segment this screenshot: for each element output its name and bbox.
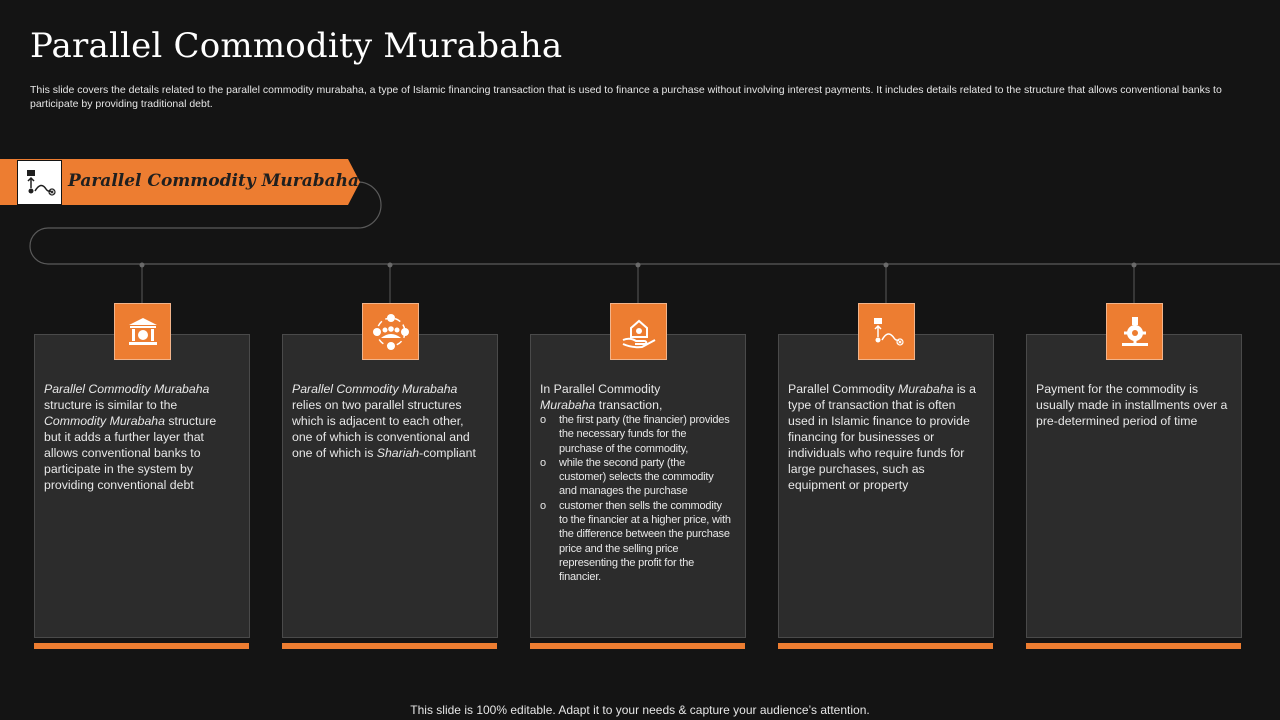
card-text-span: transaction,: [595, 398, 663, 412]
bullet-item: o the first party (the financier) provides the necessary funds for the purchase of the commodity,: [540, 413, 732, 456]
info-card: [1026, 334, 1242, 638]
card-term: Parallel Commodity Murabaha: [44, 382, 210, 396]
home-in-hand-icon: [610, 303, 667, 360]
card-term: Murabaha: [898, 382, 954, 396]
slide-footer: This slide is 100% editable. Adapt it to your needs & capture your audience’s attention.: [410, 703, 870, 717]
card-text: [788, 381, 980, 493]
info-card: [282, 334, 498, 638]
bank-icon: [114, 303, 171, 360]
card-bullet-list: [540, 413, 732, 585]
card-text-span: is a type of transaction that is often used in Islamic finance to provide financing for businesses or individuals who require funds for large purchases, such as equipment or property: [788, 382, 976, 492]
card-accent-bar: [778, 643, 993, 649]
people-network-icon: [362, 303, 419, 360]
card-accent-bar: [1026, 643, 1241, 649]
card-text-span: structure but it adds a further layer that allows conventional banks to participate in the system by providing conventional debt: [44, 414, 217, 492]
card-term: Murabaha: [540, 398, 596, 412]
card-term: Commodity Murabaha: [44, 414, 165, 428]
card-text: [540, 381, 732, 585]
card-accent-bar: [530, 643, 745, 649]
card-text: [44, 381, 236, 493]
card-accent-bar: [34, 643, 249, 649]
card-text-span: Payment for the commodity is usually made in installments over a pre-determined period of time: [1036, 382, 1228, 428]
machine-gear-icon: [1106, 303, 1163, 360]
card-text-span: -compliant: [419, 446, 476, 460]
card-text-span: structure is similar to the: [44, 398, 178, 412]
card-text-span: In Parallel Commodity: [540, 382, 661, 396]
bullet-item: o while the second party (the customer) selects the commodity and manages the purchase: [540, 456, 732, 499]
transaction-flow-icon: [858, 303, 915, 360]
card-term: Parallel Commodity Murabaha: [292, 382, 458, 396]
card-text: [292, 381, 484, 461]
card-text-span: relies on two parallel structures which is adjacent to each other, one of which is conventional and one of which is: [292, 398, 470, 460]
slide-subtitle: This slide covers the details related to the parallel commodity murabaha, a type of Islamic financing transaction that is used to finance a purchase without involving interest payments. It includes details related to the structure that allows conventional banks to participate by providing traditional debt.: [30, 84, 1222, 110]
card-text-span: Parallel Commodity: [788, 382, 899, 396]
bullet-item: o customer then sells the commodity to the financier at a higher price, with the difference between the purchase price and the selling price representing the profit for the financier.: [540, 499, 732, 585]
banner-title: Parallel Commodity Murabaha: [68, 171, 360, 191]
transaction-flow-icon: [17, 160, 62, 205]
card-text: [1036, 381, 1228, 429]
card-term: Shariah: [376, 446, 420, 460]
slide-title: Parallel Commodity Murabaha: [30, 26, 563, 66]
card-accent-bar: [282, 643, 497, 649]
